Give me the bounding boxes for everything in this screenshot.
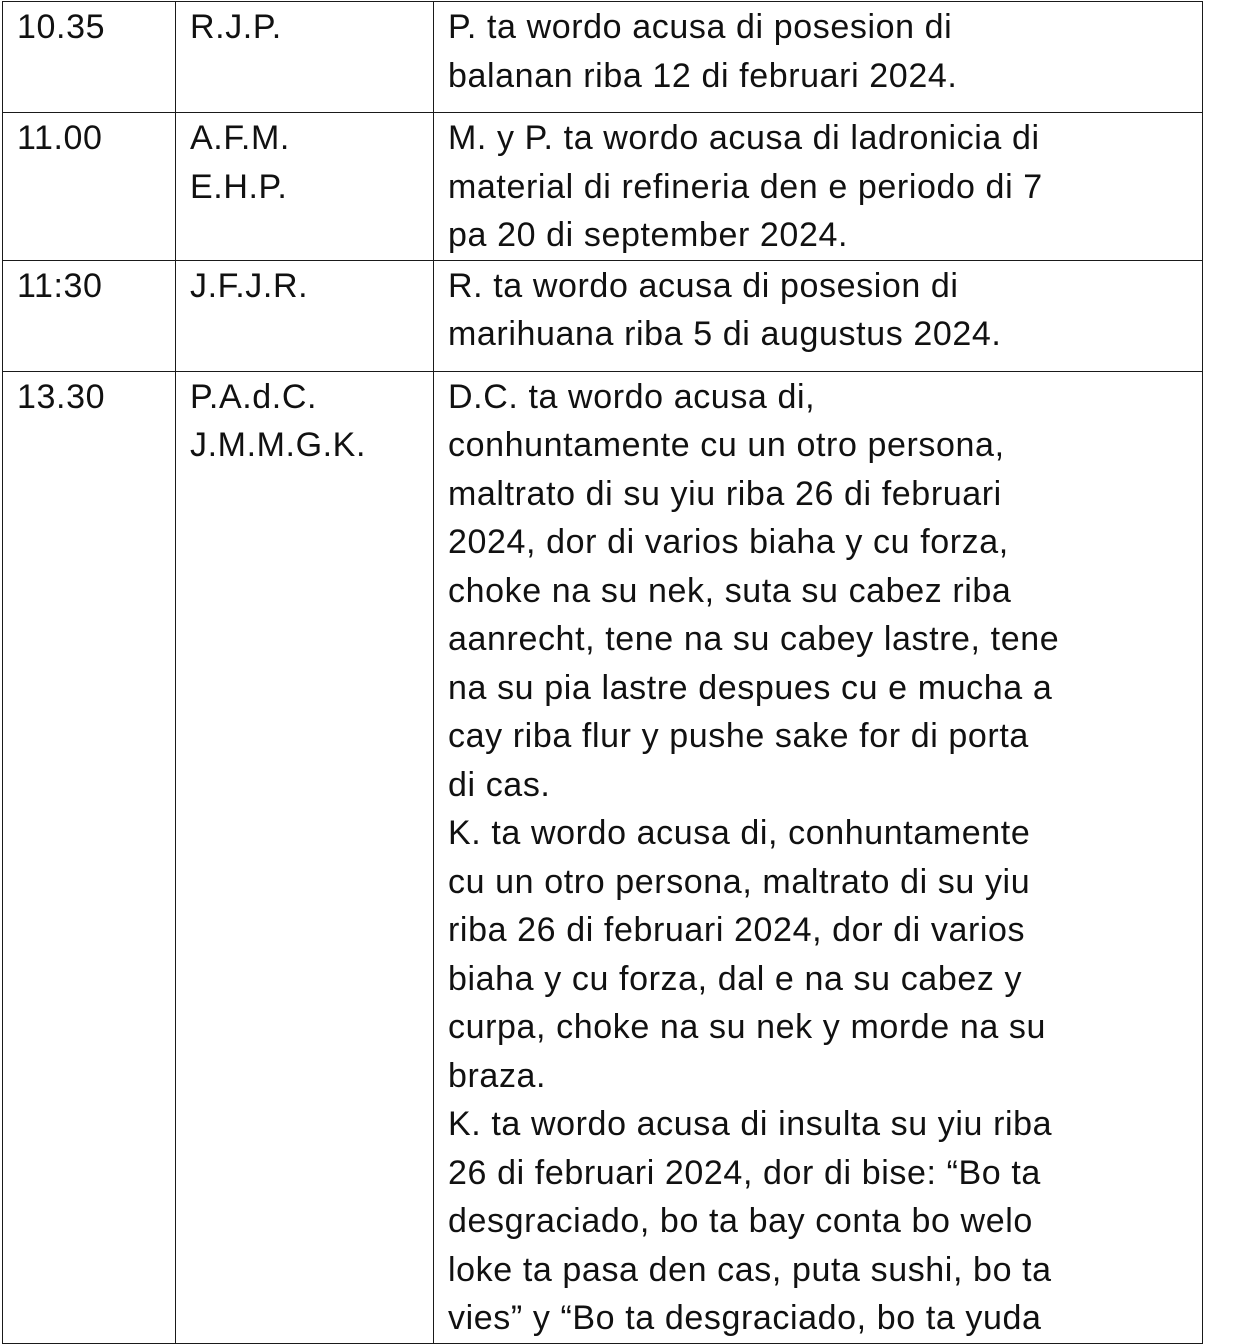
description-line: curpa, choke na su nek y morde na su	[448, 1008, 1047, 1046]
time-text: 13.30	[17, 377, 106, 416]
table-row	[3, 371, 1203, 1343]
time-text: 11.00	[17, 119, 103, 157]
charge-description-cell	[434, 371, 1203, 1343]
defendant-initials: J.M.M.G.K.	[190, 426, 366, 464]
description-line: 26 di februari 2024, dor di bise: “Bo ta	[448, 1153, 1041, 1192]
names-cell	[176, 2, 434, 113]
table-row	[3, 260, 1203, 371]
description-line: M. y P. ta wordo acusa di ladronicia di	[448, 119, 1040, 157]
names-cell	[176, 371, 434, 1343]
description-line: loke ta pasa den cas, puta sushi, bo ta	[448, 1250, 1052, 1289]
defendant-initials: R.J.P.	[190, 8, 282, 46]
description-line: di cas.	[448, 765, 551, 804]
table-row	[3, 113, 1203, 261]
charge-description-cell	[434, 113, 1203, 261]
description-line: K. ta wordo acusa di insulta su yiu riba	[448, 1105, 1053, 1143]
description-line: 2024, dor di varios biaha y cu forza,	[448, 523, 1009, 561]
description-line: braza.	[448, 1056, 547, 1095]
description-line: D.C. ta wordo acusa di,	[448, 377, 816, 416]
charge-description-cell	[434, 260, 1203, 371]
description-line: riba 26 di februari 2024, dor di varios	[448, 911, 1026, 949]
description-line: pa 20 di september 2024.	[448, 216, 849, 254]
description-line: choke na su nek, suta su cabez riba	[448, 571, 1012, 610]
names-cell	[176, 113, 434, 261]
description-line: R. ta wordo acusa di posesion di	[448, 266, 959, 305]
defendant-initials: P.A.d.C.	[190, 377, 318, 416]
description-line: P. ta wordo acusa di posesion di	[448, 8, 953, 46]
time-cell	[3, 260, 176, 371]
description-line: maltrato di su yiu riba 26 di februari	[448, 474, 1002, 513]
description-line: K. ta wordo acusa di, conhuntamente	[448, 814, 1031, 852]
defendant-initials: E.H.P.	[190, 167, 288, 206]
hearing-schedule-table	[2, 1, 1203, 1344]
description-line: aanrecht, tene na su cabey lastre, tene	[448, 620, 1060, 658]
description-line: cay riba flur y pushe sake for di porta	[448, 717, 1029, 755]
names-cell	[176, 260, 434, 371]
description-line: balanan riba 12 di februari 2024.	[448, 56, 958, 95]
table-row	[3, 2, 1203, 113]
defendant-initials: J.F.J.R.	[190, 266, 309, 305]
defendant-initials: A.F.M.	[190, 119, 290, 157]
time-cell	[3, 2, 176, 113]
description-line: vies” y “Bo ta desgraciado, bo ta yuda	[448, 1299, 1042, 1337]
description-line: marihuana riba 5 di augustus 2024.	[448, 315, 1002, 353]
time-text: 10.35	[17, 8, 106, 46]
time-cell	[3, 371, 176, 1343]
description-line: biaha y cu forza, dal e na su cabez y	[448, 959, 1023, 998]
description-line: desgraciado, bo ta bay conta bo welo	[448, 1202, 1033, 1240]
description-line: cu un otro persona, maltrato di su yiu	[448, 862, 1031, 901]
charge-description-cell	[434, 2, 1203, 113]
time-text: 11:30	[17, 266, 103, 305]
time-cell	[3, 113, 176, 261]
description-line: material di refineria den e periodo di 7	[448, 167, 1043, 206]
description-line: conhuntamente cu un otro persona,	[448, 426, 1005, 464]
description-line: na su pia lastre despues cu e mucha a	[448, 668, 1053, 707]
